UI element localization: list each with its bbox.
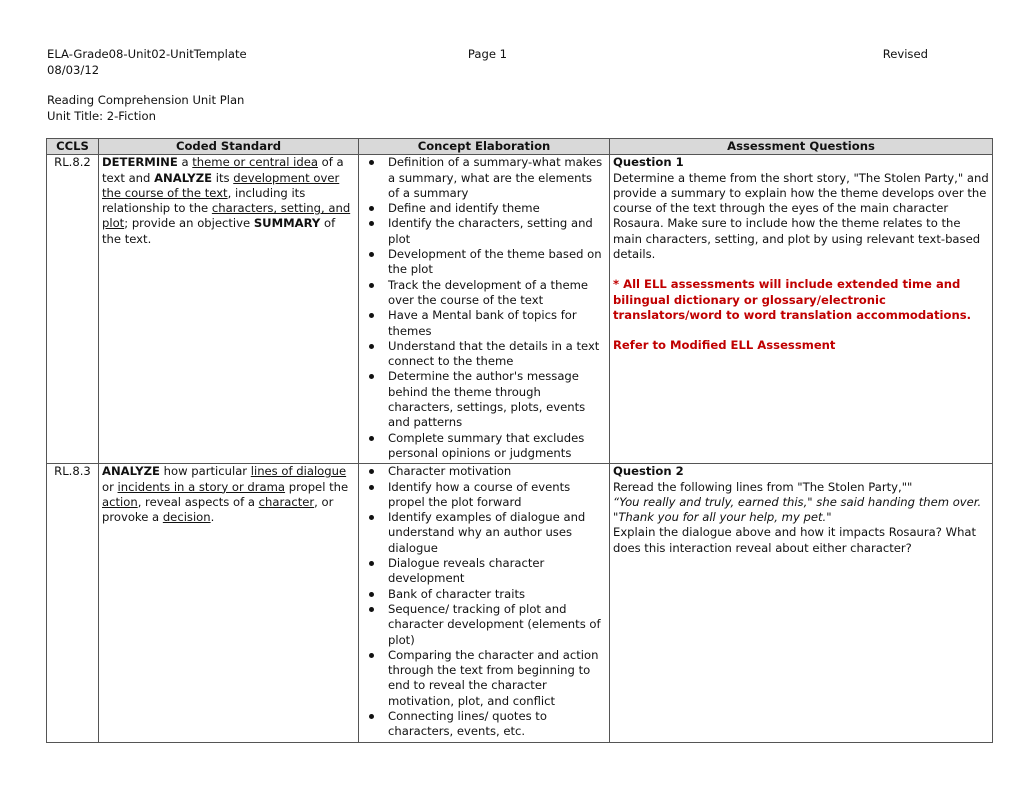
document-id: ELA-Grade08-Unit02-UnitTemplate: [47, 47, 247, 61]
unit-title: Unit Title: 2-Fiction: [47, 109, 156, 123]
header-row: [47, 46, 928, 62]
standard-keyword: SUMMARY: [253, 216, 321, 231]
quote-attribution: she said handing them: [812, 494, 953, 509]
plan-title: Reading Comprehension Unit Plan: [47, 93, 245, 107]
ccls-code: RL.8.3: [47, 464, 99, 743]
elaboration-list: [362, 155, 606, 461]
page-header: [47, 46, 928, 78]
elaboration-item: Understand that the details in a text connect to the theme: [362, 339, 606, 370]
standard-text: ; provide an objective: [124, 216, 254, 231]
elaboration-item: Sequence/ tracking of plot and character development (elements of plot): [362, 602, 606, 648]
ell-assessment-reference: Refer to Modified ELL Assessment: [613, 338, 836, 353]
unit-plan-table: [46, 138, 993, 743]
standard-text: .: [210, 510, 215, 525]
header-ccls: CCLS: [47, 139, 99, 155]
standard-underlined-term: action: [102, 494, 138, 509]
elaboration-item: Identify the characters, setting and plot: [362, 216, 606, 247]
elaboration-item: Define and identify theme: [362, 201, 606, 216]
standard-keyword: ANALYZE: [102, 464, 160, 479]
question-intro: Reread the following lines from "The Stolen Party,"": [613, 479, 913, 494]
elaboration-item: Connecting lines/ quotes to characters, events, etc.: [362, 709, 606, 740]
header-assessment-questions: Assessment Questions: [610, 139, 993, 155]
header-coded-standard: Coded Standard: [99, 139, 359, 155]
revised-label: Revised: [882, 47, 928, 61]
elaboration-item: Development of the theme based on the plot: [362, 247, 606, 278]
standard-underlined-term: decision: [162, 510, 211, 525]
document-subtitle: [47, 92, 244, 124]
quote-part-1: “You really and truly, earned this,": [613, 494, 813, 509]
question-label: Question 2: [613, 464, 684, 479]
table-header-row: [47, 139, 993, 155]
concept-elaboration-cell: [359, 464, 610, 743]
quote-part-2: over. "Thank you for all your help, my pet.": [613, 494, 982, 525]
question-label: Question 1: [613, 155, 684, 170]
question-prompt: Explain the dialogue above and how it impacts Rosaura? What does this interaction reveal about either character?: [613, 525, 977, 555]
standard-text: propel the: [285, 479, 349, 494]
assessment-cell: [610, 155, 993, 464]
table-row: [47, 464, 993, 743]
standard-underlined-term: incidents in a story or drama: [117, 479, 286, 494]
elaboration-item: Have a Mental bank of topics for themes: [362, 308, 606, 339]
elaboration-item: Comparing the character and action through the text from beginning to end to reveal the character motivation, plot, and conflict: [362, 648, 606, 709]
question-text: Determine a theme from the short story, "The Stolen Party," and provide a summary to explain how the theme develops over the course of the text through the eyes of the main character Rosaura. Make sure to include how the theme relates to the main characters, setting, and plot by using relevant text-based details.: [613, 170, 989, 262]
standard-text: how particular: [159, 464, 251, 479]
standard-text: , including its relationship to the: [102, 185, 306, 216]
elaboration-item: Identify examples of dialogue and understand why an author uses dialogue: [362, 510, 606, 556]
coded-standard-cell: [99, 155, 359, 464]
document-date: 08/03/12: [47, 63, 100, 77]
standard-underlined-term: development over the course of the text: [102, 170, 340, 200]
ell-accommodation-note: * All ELL assessments will include extended time and bilingual dictionary or glossary/electronic translators/word to word translation accommodations.: [613, 277, 972, 322]
elaboration-item: Determine the author's message behind the theme through characters, settings, plots, events and patterns: [362, 369, 606, 430]
elaboration-item: Character motivation: [362, 464, 606, 479]
standard-text: or: [102, 479, 118, 494]
standard-underlined-term: characters, setting, and plot: [102, 201, 351, 231]
concept-elaboration-cell: [359, 155, 610, 464]
standard-text: a: [177, 155, 193, 170]
standard-underlined-term: theme or central idea: [192, 155, 318, 170]
standard-keyword: ANALYZE: [154, 170, 213, 185]
standard-text: its: [212, 170, 234, 185]
standard-text: , or provoke a: [102, 494, 334, 525]
standard-text: , reveal aspects of a: [137, 494, 259, 509]
dialogue-quote: [613, 495, 989, 526]
coded-standard-cell: [99, 464, 359, 743]
elaboration-list: [362, 464, 606, 739]
elaboration-item: Complete summary that excludes personal opinions or judgments: [362, 431, 606, 462]
elaboration-item: Track the development of a theme over the course of the text: [362, 278, 606, 309]
header-concept-elaboration: Concept Elaboration: [359, 139, 610, 155]
standard-keyword: DETERMINE: [102, 155, 178, 170]
standard-text: of a text and: [102, 155, 344, 185]
elaboration-item: Definition of a summary-what makes a summary, what are the elements of a summary: [362, 155, 606, 201]
standard-underlined-term: lines of dialogue: [250, 464, 347, 479]
assessment-cell: [610, 464, 993, 743]
table-row: [47, 155, 993, 464]
standard-text: of the text.: [102, 216, 336, 246]
elaboration-item: Identify how a course of events propel the plot forward: [362, 480, 606, 511]
elaboration-item: Dialogue reveals character development: [362, 556, 606, 587]
page-number: Page 1: [467, 47, 508, 61]
ccls-code: RL.8.2: [47, 155, 99, 464]
standard-underlined-term: character: [258, 494, 315, 509]
elaboration-item: Bank of character traits: [362, 587, 606, 602]
